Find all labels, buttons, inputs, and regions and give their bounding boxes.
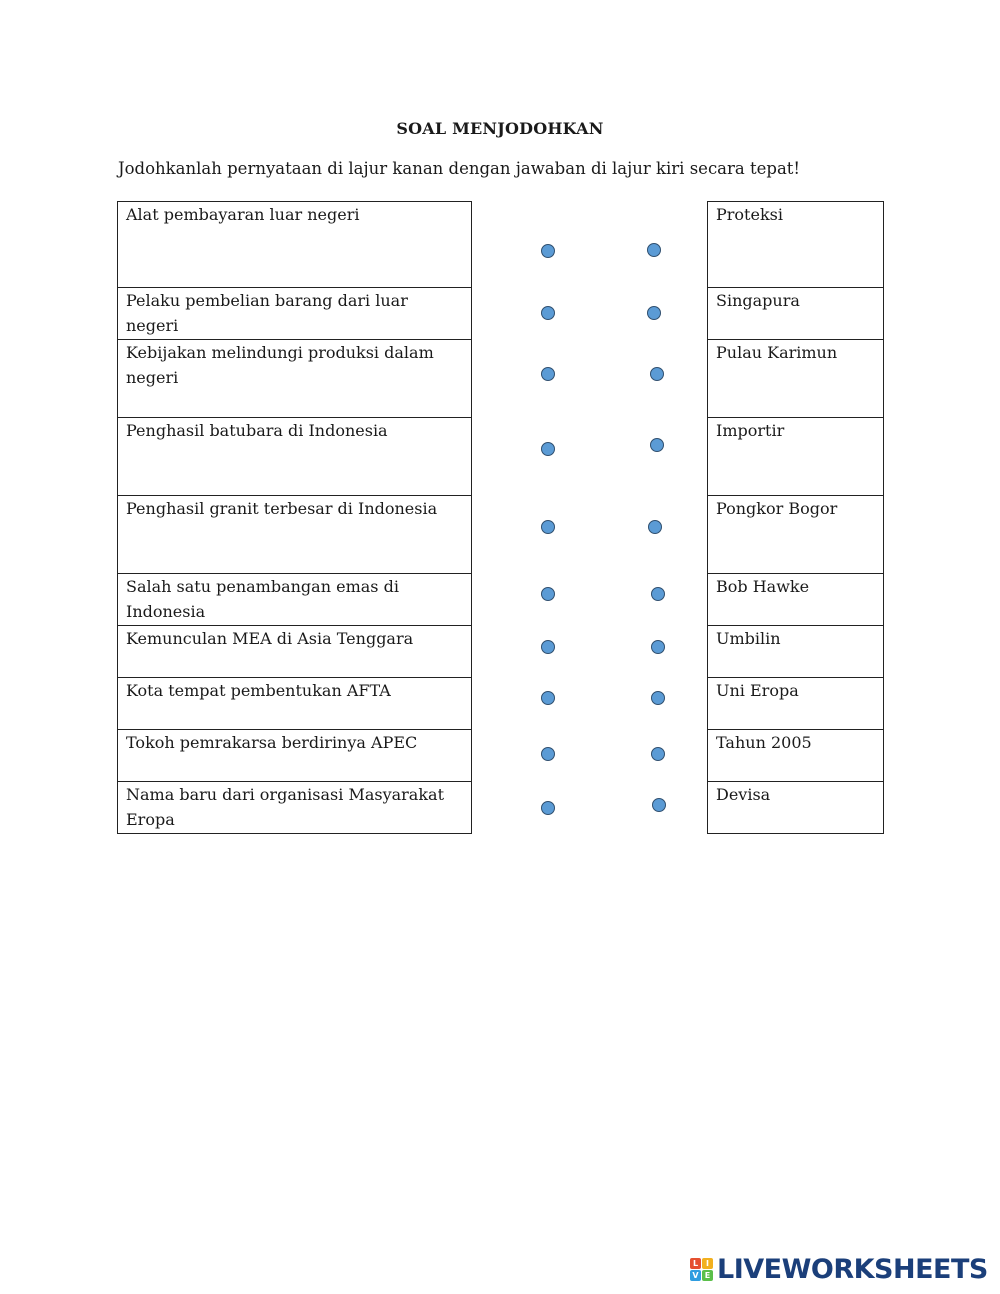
brand-badge-icon: L I V E <box>690 1258 713 1281</box>
answer-cell: Importir <box>708 418 884 496</box>
statement-cell: Nama baru dari organisasi Masyarakat Eropa <box>118 782 472 834</box>
statement-cell: Penghasil granit terbesar di Indonesia <box>118 496 472 574</box>
answer-cell: Devisa <box>708 782 884 834</box>
statement-cell: Kemunculan MEA di Asia Tenggara <box>118 626 472 678</box>
brand-text: LIVEWORKSHEETS <box>717 1253 988 1285</box>
statements-table <box>117 201 472 834</box>
right-match-dot[interactable] <box>651 747 665 761</box>
left-match-dot[interactable] <box>541 306 555 320</box>
answers-table <box>707 201 884 834</box>
page-title: SOAL MENJODOHKAN <box>396 119 604 138</box>
answer-cell: Pulau Karimun <box>708 340 884 418</box>
liveworksheets-logo <box>690 1252 988 1286</box>
answer-cell: Umbilin <box>708 626 884 678</box>
right-match-dot[interactable] <box>651 640 665 654</box>
statement-cell: Salah satu penambangan emas di Indonesia <box>118 574 472 626</box>
right-match-dot[interactable] <box>647 306 661 320</box>
left-match-dot[interactable] <box>541 640 555 654</box>
statement-cell: Alat pembayaran luar negeri <box>118 202 472 288</box>
right-match-dot[interactable] <box>650 367 664 381</box>
right-match-dot[interactable] <box>647 243 661 257</box>
answer-cell: Bob Hawke <box>708 574 884 626</box>
statement-cell: Tokoh pemrakarsa berdirinya APEC <box>118 730 472 782</box>
answer-cell: Singapura <box>708 288 884 340</box>
left-match-dot[interactable] <box>541 587 555 601</box>
statement-cell: Penghasil batubara di Indonesia <box>118 418 472 496</box>
right-match-dot[interactable] <box>651 691 665 705</box>
answer-cell: Tahun 2005 <box>708 730 884 782</box>
left-match-dot[interactable] <box>541 367 555 381</box>
left-match-dot[interactable] <box>541 747 555 761</box>
left-match-dot[interactable] <box>541 442 555 456</box>
answer-cell: Uni Eropa <box>708 678 884 730</box>
left-match-dot[interactable] <box>541 244 555 258</box>
answer-cell: Proteksi <box>708 202 884 288</box>
right-match-dot[interactable] <box>650 438 664 452</box>
right-match-dot[interactable] <box>651 587 665 601</box>
left-match-dot[interactable] <box>541 691 555 705</box>
statement-cell: Kota tempat pembentukan AFTA <box>118 678 472 730</box>
left-match-dot[interactable] <box>541 520 555 534</box>
left-match-dot[interactable] <box>541 801 555 815</box>
right-match-dot[interactable] <box>652 798 666 812</box>
statement-cell: Pelaku pembelian barang dari luar negeri <box>118 288 472 340</box>
statement-cell: Kebijakan melindungi produksi dalam negeri <box>118 340 472 418</box>
right-match-dot[interactable] <box>648 520 662 534</box>
instruction-text: Jodohkanlah pernyataan di lajur kanan dengan jawaban di lajur kiri secara tepat! <box>118 159 801 178</box>
answer-cell: Pongkor Bogor <box>708 496 884 574</box>
